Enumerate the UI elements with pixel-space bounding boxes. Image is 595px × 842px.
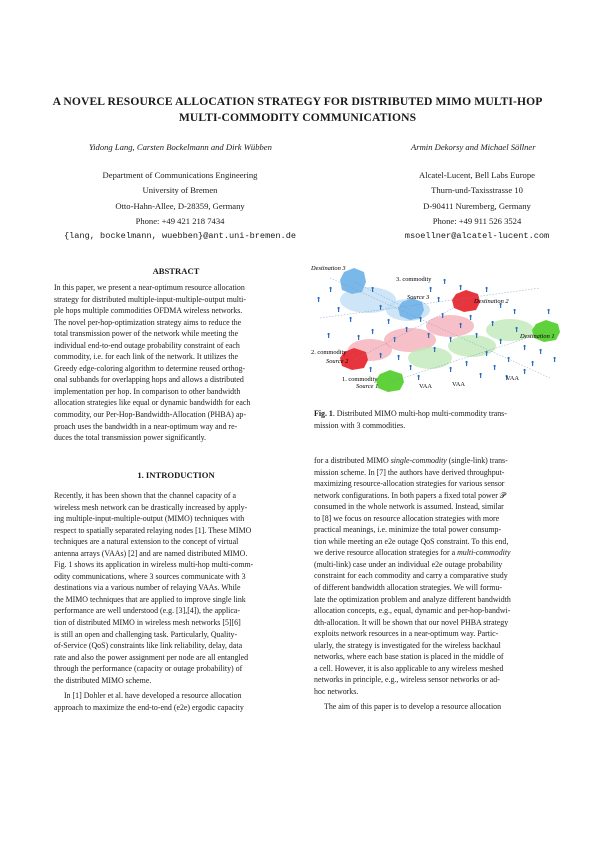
abstract-line: commodity, our Per-Hop-Bandwidth-Allocation (PHBA) ap- [54,410,246,420]
relay-node-icon [450,337,452,339]
rc-italic: single-commodity [390,456,447,465]
relay-node-icon [398,355,400,357]
abstract-line: strategy for distributed multiple-input-multiple-output multi- [54,294,246,304]
relay-node-icon [388,319,390,321]
rc-line: late the optimization problem and analyze different bandwidth [314,594,511,604]
rc-italic: multi-commodity [457,548,511,558]
label-destination-2: Destination 2 [474,298,509,305]
relay-node-icon [380,305,382,307]
label-vaa: VAA [506,375,520,382]
relay-node-icon [358,335,360,337]
label-source-1: Source 1 [356,383,379,390]
relay-node-icon [370,367,372,369]
abstract-line: proach uses the bandwidth in a near-optimum way and re- [54,421,238,431]
rc-text: (single-link) trans- [446,456,508,465]
aff-left-phone: Phone: +49 421 218 7434 [135,215,225,226]
rc-line: constraint for each commodity and carry a comparative study [314,571,508,581]
label-source-3: Source 3 [407,294,430,301]
rc-line: a cell. However, it is also applicable to any wireless meshed [314,663,504,673]
label-destination-1: Destination 1 [520,333,555,340]
relay-node-icon [450,367,452,369]
intro-line: odity communications, where 3 sources communicate with 3 [54,571,246,581]
rc-line: dth-allocation. It will be shown that our novel PHBA strategy [314,617,509,627]
relay-node-icon [372,287,374,289]
aff-left-dept: Department of Communications Engineering [102,170,258,180]
relay-node-icon [554,357,556,359]
relay-node-icon [514,309,516,311]
label-vaa: VAA [452,381,466,388]
intro-line: In [1] Dohler et al. have developed a resource allocation [64,691,242,701]
relay-node-icon [444,279,446,281]
rc-line: ularly, the strategy is investigated for the wireless backhaul [314,640,501,650]
rc-line: to [8] we focus on resource allocation strategies with more [314,513,500,523]
relay-node-icon [476,333,478,335]
introduction-heading: 1. INTRODUCTION [137,470,215,480]
paper-title [40,94,555,125]
authors-right: Armin Dekorsy and Michael Söllner [411,142,536,152]
relay-node-icon [420,317,422,319]
label-source-2: Source 2 [326,358,349,365]
rc-text: for a distributed MIMO [314,456,391,465]
label-vaa: VAA [419,383,433,390]
relay-node-icon [418,375,420,377]
rc-line: allocation concepts, e.g., equal, dynamic and per-hop-bandwi- [314,606,511,616]
figure-1-diagram [310,258,566,398]
title-line-2: MULTI-COMMODITY COMMUNICATIONS [178,110,417,124]
abstract-line: onal subbands for overlapping hops and allows a distributed [54,375,244,385]
intro-line: antenna arrays (VAAs) [2] and are named distributed MIMO. [54,548,248,558]
abstract-line: allocation strategies like equal or dynamic bandwidth for each [54,398,251,408]
abstract-line: In this paper, we present a near-optimum resource allocation [54,283,245,292]
figure-1-caption [314,408,568,431]
aff-left-address: Otto-Hahn-Allee, D-28359, Germany [115,200,245,211]
relay-node-icon [410,365,412,367]
rc-line: of different bandwidth allocation strategies. We will formu- [314,583,502,593]
rc-line: mission scheme. In [7] the authors have derived throughput- [314,467,505,477]
rc-line: networks, where each base station is placed in the middle of [314,652,504,662]
relay-node-icon [318,297,320,299]
rc-line: consumed in the whole network is assumed. Instead, similar [314,502,504,512]
relay-node-icon [466,361,468,363]
aff-right-org: Alcatel-Lucent, Bell Labs Europe [419,170,535,180]
abstract-line: duces the total transmission power significantly. [54,433,207,443]
relay-node-icon [548,309,550,311]
relay-node-icon [524,369,526,371]
relay-node-icon [480,373,482,375]
relay-node-icon [532,361,534,363]
relay-node-icon [500,339,502,341]
relay-node-icon [486,351,488,353]
intro-line: approach to maximize the end-to-end (e2e) ergodic capacity [54,702,244,712]
caption-text: mission with 3 commodities. [314,420,406,430]
relay-node-icon [372,329,374,331]
rc-text: we derive resource allocation strategies for a [314,548,458,558]
rc-line: tion while meeting an e2e outage QoS constraint. To this end, [314,536,509,546]
relay-node-icon [434,347,436,349]
rc-line: maximizing resource-allocation strategies for various sensor [314,479,505,489]
relay-node-icon [330,287,332,289]
relay-node-icon [350,317,352,319]
aff-right-city: D-90411 Nuremberg, Germany [423,200,531,211]
relay-node-icon [540,349,542,351]
abstract-body [54,282,300,444]
caption-text: . Distributed MIMO multi-hop multi-commodity trans- [332,409,507,418]
intro-line: Recently, it has been shown that the channel capacity of a [54,491,237,500]
intro-line: ing multiple-input-multiple-output (MIMO) techniques with [54,514,245,524]
aff-left-univ: University of Bremen [142,185,218,196]
label-destination-3: Destination 3 [311,265,346,272]
authors-left: Yidong Lang, Carsten Bockelmann and Dirk Wübben [89,142,272,152]
intro-line: is still an open and challenging task. Particularly, Quality- [54,629,238,639]
relay-node-icon [428,333,430,335]
relay-node-icon [328,333,330,335]
abstract-line: individual end-to-end outage probability constraint of each [54,340,240,350]
abstract-line: Greedy edge-coloring algorithm to determine reused orthog- [54,363,246,373]
relay-node-icon [460,323,462,325]
label-commodity-1: 1. commodity [342,376,378,383]
intro-line: through the performance (capacity or outage probability) of [54,664,243,674]
rc-line: (multi-link) case under an individual e2e outage probability [314,559,503,569]
relay-node-icon [494,365,496,367]
abstract-heading: ABSTRACT [152,266,200,276]
rc-line: network configurations. In both papers a fixed total power 𝒫 [314,490,506,500]
relay-node-icon [524,345,526,347]
rc-line: The aim of this paper is to develop a resource allocation [324,702,502,712]
intro-line: the MIMO techniques that are applied to improve single link [54,594,246,604]
relay-node-icon [486,287,488,289]
relay-node-icon [338,307,340,309]
abstract-line: ple hops multiple commodities OFDMA wireless networks. [54,306,243,316]
rc-line: networks in principle, e.g., wireless sensor networks or ad- [314,675,500,685]
relay-node-icon [516,327,518,329]
relay-node-icon [460,285,462,287]
relay-node-icon [492,321,494,323]
intro-line: techniques are a natural extension to the concept of virtual [54,537,239,547]
intro-line: of-Service (QoS) constraints like link reliability, delay, data [54,641,243,651]
intro-line: respect to spatially separated relaying nodes [1]. These MIMO [54,525,252,535]
aff-right-email: msoellner@alcatel-lucent.com [404,231,550,242]
abstract-line: implementation per hop. In comparison to other bandwidth [54,386,241,396]
intro-line: the distributed MIMO scheme. [54,675,152,685]
caption-label: Fig. 1 [314,409,333,418]
rc-line: exploits network resources in a near-optimum way. Partic- [314,629,499,639]
rc-line: practical meanings, i.e. minimize the total power consump- [314,525,502,535]
relay-node-icon [430,287,432,289]
aff-left-email: {lang, bockelmann, wuebben}@ant.uni-bremen.de [63,231,297,242]
relay-node-icon [438,297,440,299]
affiliation-right [388,168,566,244]
relay-node-icon [380,353,382,355]
title-line-1: A NOVEL RESOURCE ALLOCATION STRATEGY FOR DISTRIBUTED MIMO MULTI-HOP [52,95,543,108]
intro-line: performance are well understood (e.g. [3],[4]), the applica- [54,606,241,616]
aff-right-phone: Phone: +49 911 526 3524 [432,215,522,226]
intro-line: Fig. 1 shows its application in wireless multi-hop multi-comm- [54,560,254,570]
abstract-line: The novel per-hop-optimization strategy aims to reduce the [54,317,242,327]
source-1-octagon [376,370,404,392]
abstract-line: commodity, i.e. for each link of the network. It utilizes the [54,352,238,362]
intro-line: rate and also the power assignment per node are all entangled [54,652,249,662]
label-commodity-3: 3. commodity [396,276,432,283]
intro-line: destinations via a various number of relaying VAAs. While [54,583,241,593]
relay-node-icon [470,315,472,317]
aff-right-street: Thurn-und-Taxisstrasse 10 [431,185,523,196]
right-column-body [314,455,568,713]
introduction-body [54,490,300,713]
intro-line: tion of distributed MIMO in wireless mesh networks [5][6] [54,618,241,628]
abstract-line: total transmission power of the network while meeting the [54,329,239,339]
label-commodity-2: 2. commodity [311,349,347,356]
intro-line: wireless mesh network can be drastically increased by apply- [54,502,248,512]
affiliation-left [40,168,320,244]
relay-node-icon [406,327,408,329]
rc-line: hoc networks. [314,686,359,696]
